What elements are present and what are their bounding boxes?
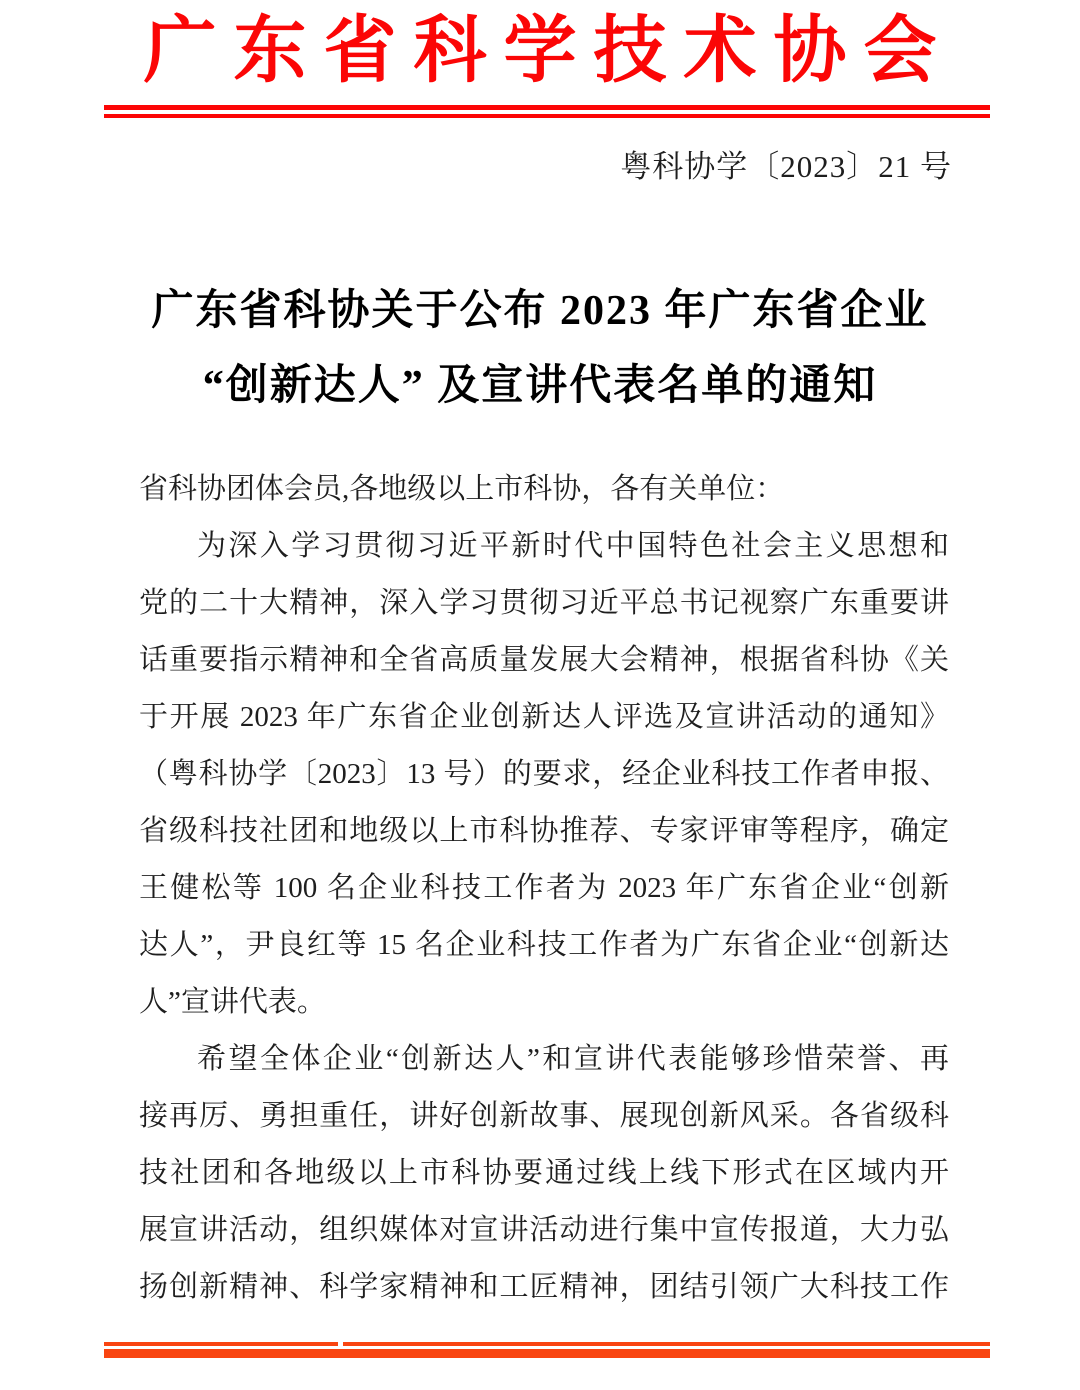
body-line: 接再厉、勇担重任，讲好创新故事、展现创新风采。各省级科 (139, 1100, 949, 1132)
body-line: 话重要指示精神和全省高质量发展大会精神，根据省科协《关 (139, 644, 949, 676)
body-line: 技社团和各地级以上市科协要通过线上线下形式在区域内开 (139, 1157, 949, 1189)
body-line: 希望全体企业“创新达人”和宣讲代表能够珍惜荣誉、再 (197, 1043, 949, 1075)
body-line: 展宣讲活动，组织媒体对宣讲活动进行集中宣传报道，大力弘 (139, 1214, 949, 1246)
footer-rule-bottom (104, 1349, 990, 1358)
body-line: 为深入学习贯彻习近平新时代中国特色社会主义思想和 (197, 530, 949, 562)
body-line: 党的二十大精神，深入学习贯彻习近平总书记视察广东重要讲 (139, 587, 949, 619)
body-line: （粤科协学〔2023〕13 号）的要求，经企业科技工作者申报、 (139, 758, 949, 790)
notice-title-line1: 广东省科协关于公布 2023 年广东省企业 (151, 288, 929, 334)
notice-title-line2: “创新达人” 及宣讲代表名单的通知 (202, 363, 878, 409)
salutation-line: 省科协团体会员,各地级以上市科协，各有关单位： (139, 473, 785, 505)
letterhead-double-rule (104, 105, 990, 118)
notice-body (139, 461, 949, 1316)
body-line: 省级科技社团和地级以上市科协推荐、专家评审等程序，确定 (139, 815, 949, 847)
body-line: 王健松等 100 名企业科技工作者为 2023 年广东省企业“创新 (139, 872, 949, 904)
org-letterhead-title: 广东省科学技术协会 (143, 10, 954, 91)
footer-rule-top (104, 1342, 990, 1346)
scan-artifact-gap (338, 1342, 343, 1346)
body-line: 扬创新精神、科学家精神和工匠精神，团结引领广大科技工作 (139, 1271, 949, 1303)
notice-title (0, 274, 1080, 424)
document-number: 粤科协学〔2023〕21 号 (620, 149, 952, 184)
footer-double-rule (104, 1342, 990, 1358)
letterhead-rule-bottom (104, 114, 990, 118)
body-line: 达人”，尹良红等 15 名企业科技工作者为广东省企业“创新达 (139, 929, 949, 961)
body-line: 于开展 2023 年广东省企业创新达人评选及宣讲活动的通知》 (139, 701, 949, 733)
body-line: 人”宣讲代表。 (139, 986, 326, 1018)
